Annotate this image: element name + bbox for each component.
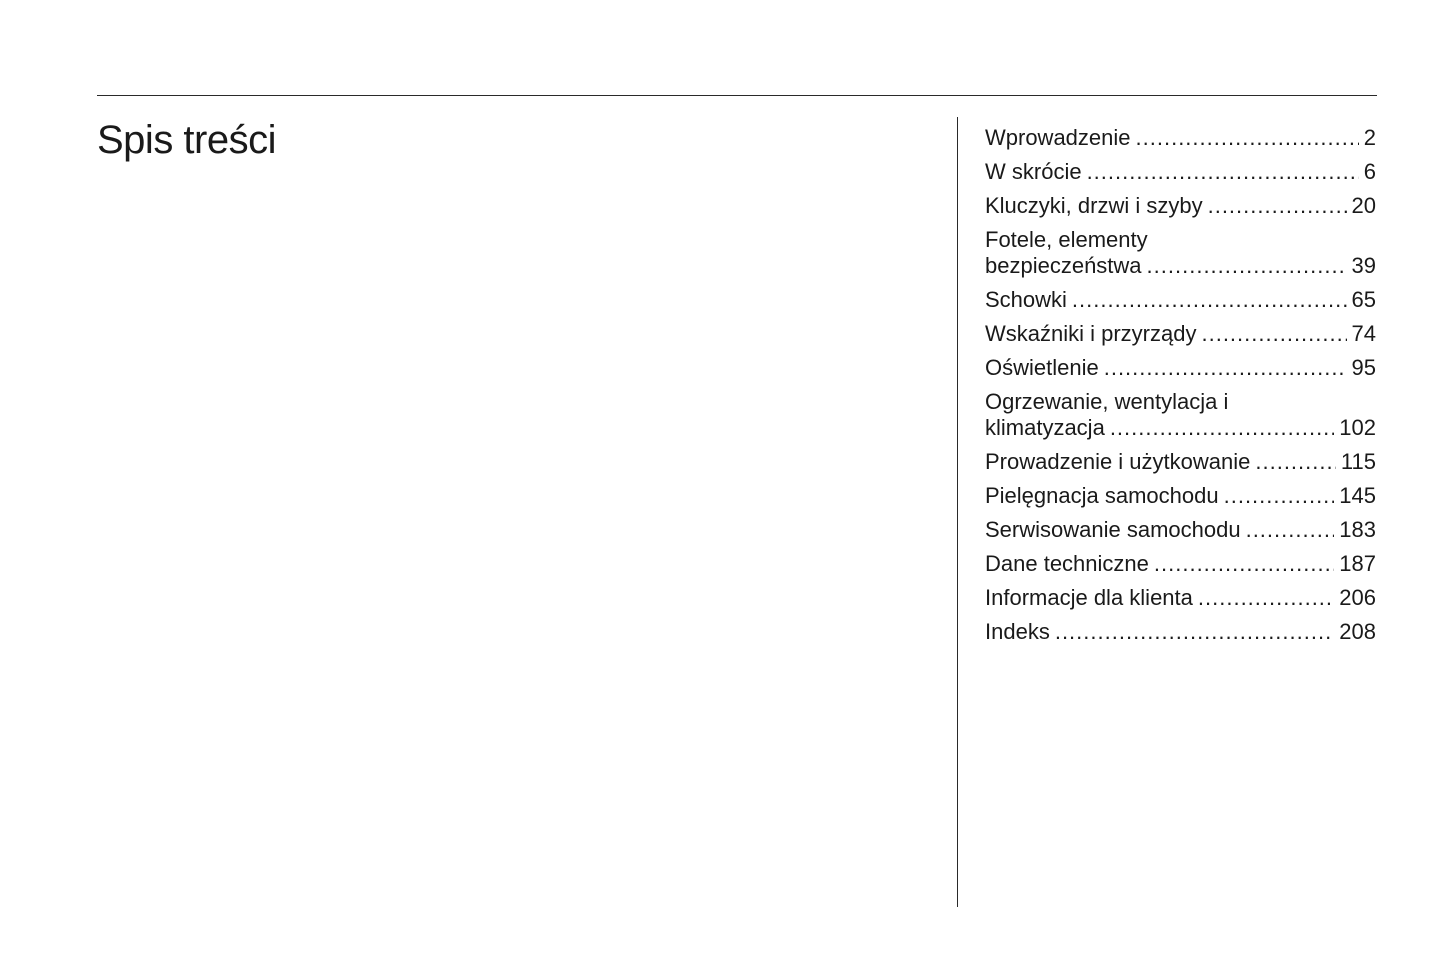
dot-leader <box>1087 159 1359 185</box>
toc-entry-page: 208 <box>1339 619 1376 644</box>
toc-entry-page: 206 <box>1339 585 1376 610</box>
column-divider <box>957 117 958 907</box>
toc-entry-page: 6 <box>1363 159 1376 184</box>
toc-entry-title: Dane techniczne <box>985 551 1149 576</box>
table-of-contents <box>985 125 1376 653</box>
toc-entry-title: Indeks <box>985 619 1050 644</box>
toc-entry-page: 65 <box>1351 287 1376 312</box>
toc-entry-wprowadzenie[interactable] <box>985 125 1376 151</box>
dot-leader <box>1136 125 1359 151</box>
toc-entry-serwisowanie[interactable] <box>985 517 1376 543</box>
toc-entry-prowadzenie[interactable] <box>985 449 1376 475</box>
toc-entry-title: Pielęgnacja samochodu <box>985 483 1219 508</box>
toc-entry-indeks[interactable] <box>985 619 1376 645</box>
toc-entry-title: Prowadzenie i użytkowanie <box>985 449 1251 474</box>
dot-leader <box>1154 551 1334 577</box>
dot-leader <box>1104 355 1347 381</box>
toc-entry-wskazniki[interactable] <box>985 321 1376 347</box>
toc-entry-informacje[interactable] <box>985 585 1376 611</box>
dot-leader <box>1072 287 1347 313</box>
page-title: Spis treści <box>97 118 276 162</box>
toc-entry-title: Kluczyki, drzwi i szyby <box>985 193 1203 218</box>
toc-entry-page: 102 <box>1339 415 1376 440</box>
dot-leader <box>1147 253 1347 279</box>
toc-entry-title: W skrócie <box>985 159 1082 184</box>
toc-entry-title-first-line: Ogrzewanie, wentylacja i <box>985 389 1229 414</box>
toc-entry-page: 183 <box>1339 517 1376 542</box>
toc-entry-ogrzewanie[interactable] <box>985 389 1376 441</box>
toc-entry-page: 39 <box>1351 253 1376 278</box>
toc-entry-title: klimatyzacja <box>985 415 1105 440</box>
toc-entry-dane-techniczne[interactable] <box>985 551 1376 577</box>
toc-entry-page: 145 <box>1339 483 1376 508</box>
toc-entry-title: Wprowadzenie <box>985 125 1131 150</box>
toc-entry-pielegnacja[interactable] <box>985 483 1376 509</box>
dot-leader <box>1055 619 1334 645</box>
toc-entry-title: Schowki <box>985 287 1067 312</box>
toc-entry-page: 20 <box>1351 193 1376 218</box>
toc-entry-w-skrocie[interactable] <box>985 159 1376 185</box>
toc-entry-page: 187 <box>1339 551 1376 576</box>
dot-leader <box>1255 449 1336 475</box>
toc-entry-kluczyki[interactable] <box>985 193 1376 219</box>
dot-leader <box>1110 415 1334 441</box>
toc-entry-title: Oświetlenie <box>985 355 1099 380</box>
toc-entry-title: Serwisowanie samochodu <box>985 517 1241 542</box>
dot-leader <box>1224 483 1335 509</box>
toc-entry-schowki[interactable] <box>985 287 1376 313</box>
toc-entry-title: bezpieczeństwa <box>985 253 1142 278</box>
dot-leader <box>1246 517 1335 543</box>
top-rule <box>97 95 1377 96</box>
dot-leader <box>1198 585 1334 611</box>
dot-leader <box>1208 193 1347 219</box>
toc-entry-page: 115 <box>1340 449 1376 474</box>
toc-entry-oswietlenie[interactable] <box>985 355 1376 381</box>
toc-entry-title: Informacje dla klienta <box>985 585 1193 610</box>
toc-entry-page: 2 <box>1363 125 1376 150</box>
toc-entry-page: 95 <box>1351 355 1376 380</box>
toc-entry-title-first-line: Fotele, elementy <box>985 227 1148 252</box>
toc-entry-page: 74 <box>1351 321 1376 346</box>
toc-entry-title: Wskaźniki i przyrządy <box>985 321 1197 346</box>
dot-leader <box>1201 321 1346 347</box>
toc-entry-fotele[interactable] <box>985 227 1376 279</box>
